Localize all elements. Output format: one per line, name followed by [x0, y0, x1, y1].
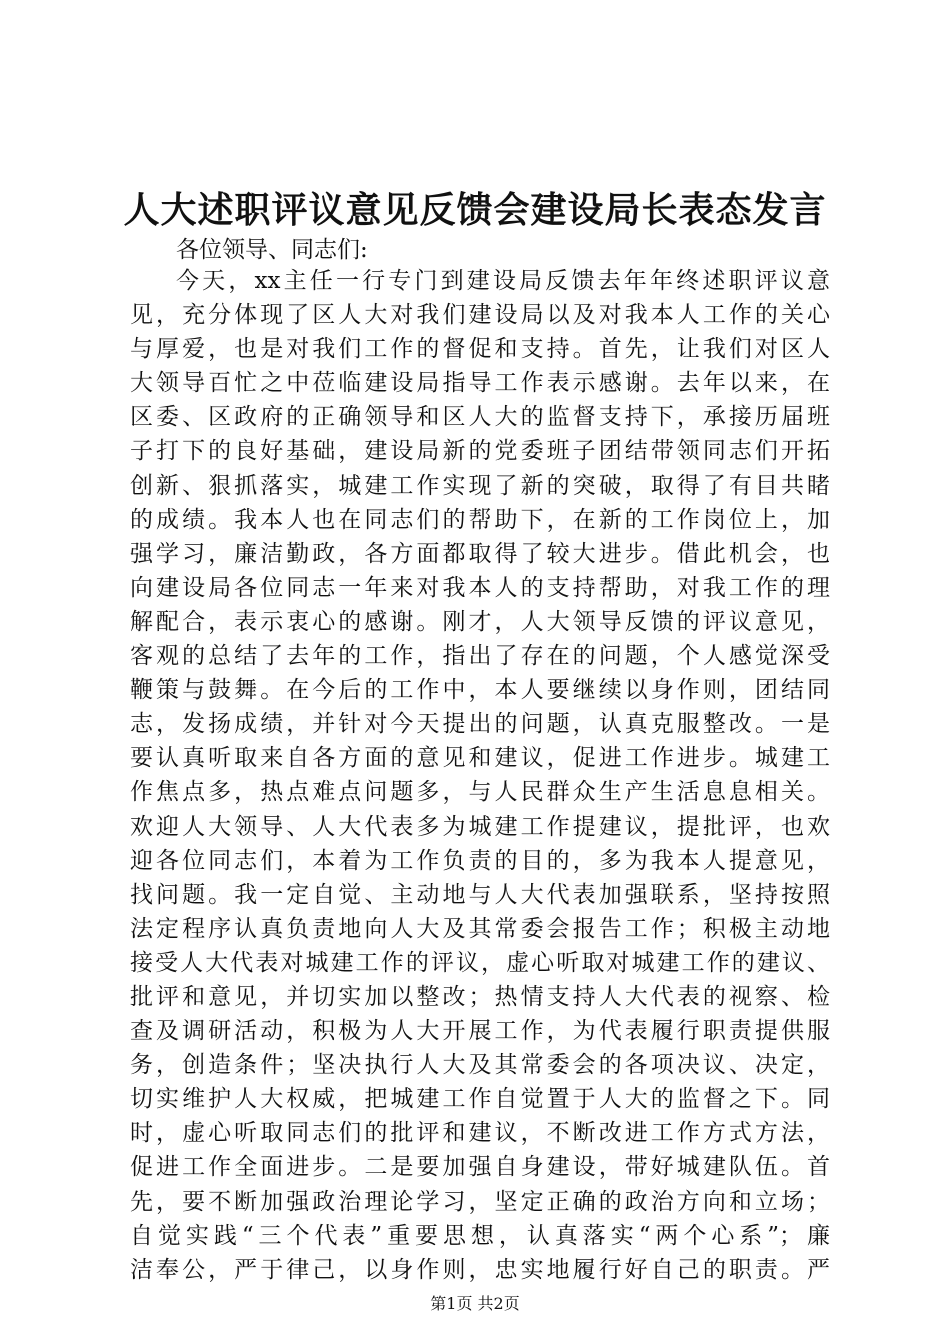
body-line: 子打下的良好基础，建设局新的党委班子团结带领同志们开拓: [130, 438, 830, 465]
body-line: 要认真听取来自各方面的意见和建议，促进工作进步。城建工: [130, 745, 830, 772]
body-line: 先，要不断加强政治理论学习，坚定正确的政治方向和立场；: [130, 1188, 830, 1215]
body-line: 向建设局各位同志一年来对我本人的支持帮助，对我工作的理: [130, 574, 830, 601]
body-line: 批评和意见，并切实加以整改；热情支持人大代表的视察、检: [130, 983, 830, 1010]
body-line: 时，虚心听取同志们的批评和建议，不断改进工作方式方法，: [130, 1120, 830, 1147]
body-line: 鞭策与鼓舞。在今后的工作中，本人要继续以身作则，团结同: [130, 677, 830, 704]
body-line: 切实维护人大权威，把城建工作自觉置于人大的监督之下。同: [130, 1086, 830, 1113]
body-line: 促进工作全面进步。二是要加强自身建设，带好城建队伍。首: [130, 1154, 830, 1181]
body-line: 法定程序认真负责地向人大及其常委会报告工作；积极主动地: [130, 915, 830, 942]
body-line: 迎各位同志们，本着为工作负责的目的，多为我本人提意见，: [130, 847, 830, 874]
document-body: [130, 264, 830, 1287]
body-line: 自觉实践“三个代表”重要思想，认真落实“两个心系”；廉: [130, 1222, 830, 1249]
body-line: 志，发扬成绩，并针对今天提出的问题，认真克服整改。一是: [130, 711, 830, 738]
body-line: 与厚爱，也是对我们工作的督促和支持。首先，让我们对区人: [130, 336, 830, 363]
body-line: 见，充分体现了区人大对我们建设局以及对我本人工作的关心: [130, 302, 830, 329]
body-line: 查及调研活动，积极为人大开展工作，为代表履行职责提供服: [130, 1018, 830, 1045]
body-line: 解配合，表示衷心的感谢。刚才，人大领导反馈的评议意见，: [130, 608, 830, 635]
body-line: 欢迎人大领导、人大代表多为城建工作提建议，提批评，也欢: [130, 813, 830, 840]
body-line: 接受人大代表对城建工作的评议，虚心听取对城建工作的建议、: [130, 949, 830, 976]
salutation: 各位领导、同志们:: [176, 237, 368, 263]
document-title: 人大述职评议意见反馈会建设局长表态发言: [123, 189, 827, 231]
body-line: 今天，xx主任一行专门到建设局反馈去年年终述职评议意: [176, 268, 830, 294]
body-line: 客观的总结了去年的工作，指出了存在的问题，个人感觉深受: [130, 643, 830, 670]
body-line: 区委、区政府的正确领导和区人大的监督支持下，承接历届班: [130, 404, 830, 431]
body-line: 找问题。我一定自觉、主动地与人大代表加强联系，坚持按照: [130, 881, 830, 908]
body-line: 创新、狠抓落实，城建工作实现了新的突破，取得了有目共睹: [130, 472, 830, 499]
body-line: 的成绩。我本人也在同志们的帮助下，在新的工作岗位上，加: [130, 506, 830, 533]
body-line: 大领导百忙之中莅临建设局指导工作表示感谢。去年以来，在: [130, 370, 830, 397]
body-line: 务，创造条件；坚决执行人大及其常委会的各项决议、决定，: [130, 1052, 830, 1079]
body-line: 作焦点多，热点难点问题多，与人民群众生产生活息息相关。: [130, 779, 830, 806]
body-line: 强学习，廉洁勤政，各方面都取得了较大进步。借此机会，也: [130, 540, 830, 567]
body-line: 洁奉公，严于律己，以身作则，忠实地履行好自己的职责。严: [130, 1256, 830, 1283]
page-footer: 第1页 共2页: [430, 1294, 520, 1313]
